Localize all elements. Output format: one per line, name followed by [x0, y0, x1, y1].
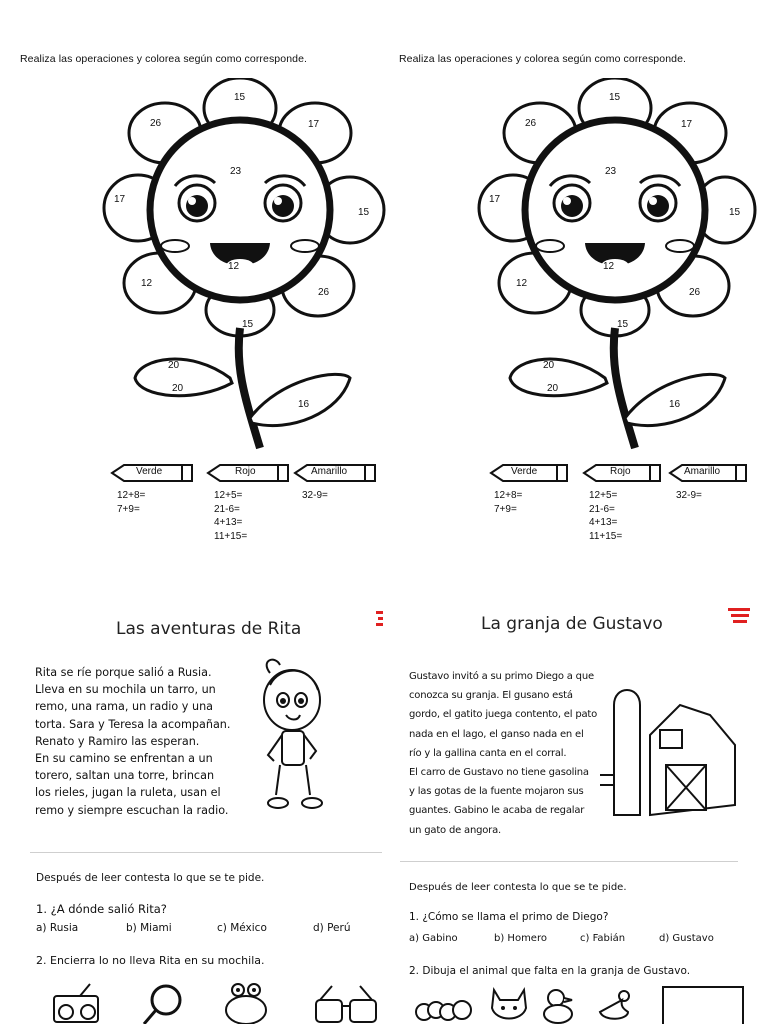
- num-upper-left: 26: [525, 118, 537, 129]
- left-instruction: Realiza las operaciones y colorea según como corresponde.: [20, 53, 308, 65]
- crayon-label: Rojo: [235, 466, 256, 477]
- crayon-label: Rojo: [610, 466, 631, 477]
- rita-title: Las aventuras de Rita: [116, 619, 302, 639]
- crayon-green: [110, 463, 194, 483]
- radio-icon[interactable]: [50, 982, 102, 1024]
- crayon-green: [489, 463, 569, 483]
- story-line: En su camino se enfrentan a un: [35, 752, 213, 766]
- magnifying-glass-icon[interactable]: [140, 982, 186, 1024]
- story-line: Rita se ríe porque salió a Rusia.: [35, 666, 212, 679]
- gustavo-question-2: 2. Dibuja el animal que falta en la granja de Gustavo.: [409, 965, 691, 977]
- worm-icon: [414, 996, 474, 1024]
- num-leaf-left-top: 20: [168, 360, 180, 371]
- num-leaf-right: 16: [669, 399, 681, 410]
- story-line: nada en el lago, el ganso nada en el: [409, 728, 584, 740]
- story-line: torero, saltan una torre, brincan: [35, 769, 215, 783]
- num-lower-right: 26: [318, 287, 330, 298]
- drawing-box[interactable]: [662, 986, 744, 1024]
- story-line: río y la gallina canta en el corral.: [409, 747, 567, 759]
- story-line: remo, una rama, un radio y una: [35, 700, 214, 714]
- num-mouth: 12: [228, 261, 240, 272]
- gustavo-title: La granja de Gustavo: [481, 614, 663, 634]
- rita-q1-option-d[interactable]: d) Perú: [313, 922, 351, 934]
- rita-question-2: 2. Encierra lo no lleva Rita en su mochila.: [36, 954, 265, 967]
- barn-illustration: [600, 675, 750, 825]
- ops-yellow: 32-9=: [676, 490, 702, 501]
- red-tab-mark: [733, 620, 747, 623]
- red-tab-mark: [376, 623, 383, 626]
- crayon-label: Verde: [511, 466, 538, 477]
- rita-prompt: Después de leer contesta lo que se te pide.: [36, 872, 265, 884]
- gustavo-question-1: 1. ¿Cómo se llama el primo de Diego?: [409, 911, 609, 923]
- ops-green: 12+8= 7+9=: [494, 490, 523, 515]
- num-upper-left: 26: [150, 118, 162, 129]
- num-left: 17: [489, 194, 501, 205]
- rita-story: [35, 664, 265, 819]
- ops-green: 12+8= 7+9=: [117, 490, 146, 515]
- story-line: los rieles, jugan la ruleta, usan el: [35, 786, 221, 800]
- num-face: 23: [230, 166, 242, 177]
- num-stem: 15: [242, 319, 254, 330]
- num-leaf-right: 16: [298, 399, 310, 410]
- story-line: remo y siempre escuchan la radio.: [35, 803, 229, 817]
- gustavo-q1-option-a[interactable]: a) Gabino: [409, 933, 458, 944]
- cat-icon: [486, 984, 532, 1024]
- num-upper-right: 17: [681, 119, 693, 130]
- ops-yellow: 32-9=: [302, 490, 328, 501]
- gustavo-prompt: Después de leer contesta lo que se te pide.: [409, 882, 627, 893]
- num-face: 23: [605, 166, 617, 177]
- story-line: Lleva en su mochila un tarro, un: [35, 683, 216, 697]
- crayon-label: Verde: [136, 466, 163, 477]
- num-top: 15: [234, 92, 246, 103]
- red-tab-mark: [731, 614, 749, 617]
- gustavo-story: [409, 667, 619, 840]
- story-line: Renato y Ramiro las esperan.: [35, 734, 200, 748]
- glasses-icon[interactable]: [312, 982, 380, 1024]
- story-line: El carro de Gustavo no tiene gasolina: [409, 767, 589, 779]
- crayon-red: [582, 463, 662, 483]
- num-leaf-left-top: 20: [543, 360, 555, 371]
- crayon-label: Amarillo: [311, 466, 348, 477]
- story-line: gordo, el gatito juega contento, el pato: [409, 709, 598, 721]
- crayon-yellow: [293, 463, 377, 483]
- section-divider: [30, 852, 382, 853]
- rita-q1-option-a[interactable]: a) Rusia: [36, 922, 79, 934]
- rita-question-1: 1. ¿A dónde salió Rita?: [36, 902, 167, 916]
- story-line: y las gotas de la fuente mojaron sus: [409, 786, 584, 798]
- left-flower-numbers: [100, 78, 400, 458]
- crayon-red: [206, 463, 290, 483]
- num-stem: 15: [617, 319, 629, 330]
- red-tab-mark: [728, 608, 750, 611]
- rita-girl-illustration: [250, 655, 340, 825]
- gustavo-q1-option-b[interactable]: b) Homero: [494, 933, 547, 944]
- gustavo-q1-option-c[interactable]: c) Fabián: [580, 933, 626, 944]
- num-top: 15: [609, 92, 621, 103]
- goose-icon: [594, 988, 640, 1024]
- gustavo-q1-option-d[interactable]: d) Gustavo: [659, 933, 714, 944]
- duck-icon: [540, 988, 576, 1024]
- red-tab-mark: [376, 611, 383, 614]
- story-line: conozca su granja. El gusano está: [409, 690, 573, 702]
- num-leaf-left-bottom: 20: [172, 383, 184, 394]
- rita-q1-option-c[interactable]: c) México: [217, 922, 267, 934]
- num-left: 17: [114, 194, 126, 205]
- num-upper-right: 17: [308, 119, 320, 130]
- story-line: guantes. Gabino le acaba de regalar: [409, 805, 585, 817]
- right-flower-numbers: [475, 78, 755, 458]
- num-mouth: 12: [603, 261, 615, 272]
- crayon-yellow: [668, 463, 748, 483]
- ops-red: 12+5= 21-6= 4+13= 11+15=: [214, 490, 248, 542]
- num-right: 15: [729, 207, 741, 218]
- num-lower-left: 12: [516, 278, 528, 289]
- num-leaf-left-bottom: 20: [547, 383, 559, 394]
- num-lower-right: 26: [689, 287, 701, 298]
- frog-icon[interactable]: [218, 980, 274, 1024]
- num-right: 15: [358, 207, 370, 218]
- rita-q1-option-b[interactable]: b) Miami: [126, 922, 172, 934]
- story-line: Gustavo invitó a su primo Diego a que: [409, 671, 594, 682]
- crayon-label: Amarillo: [684, 466, 721, 477]
- ops-red: 12+5= 21-6= 4+13= 11+15=: [589, 490, 623, 542]
- story-line: torta. Sara y Teresa la acompañan.: [35, 717, 231, 731]
- right-instruction: Realiza las operaciones y colorea según como corresponde.: [399, 53, 687, 65]
- num-lower-left: 12: [141, 278, 153, 289]
- red-tab-mark: [378, 617, 383, 620]
- story-line: un gato de angora.: [409, 824, 501, 836]
- section-divider: [400, 861, 738, 862]
